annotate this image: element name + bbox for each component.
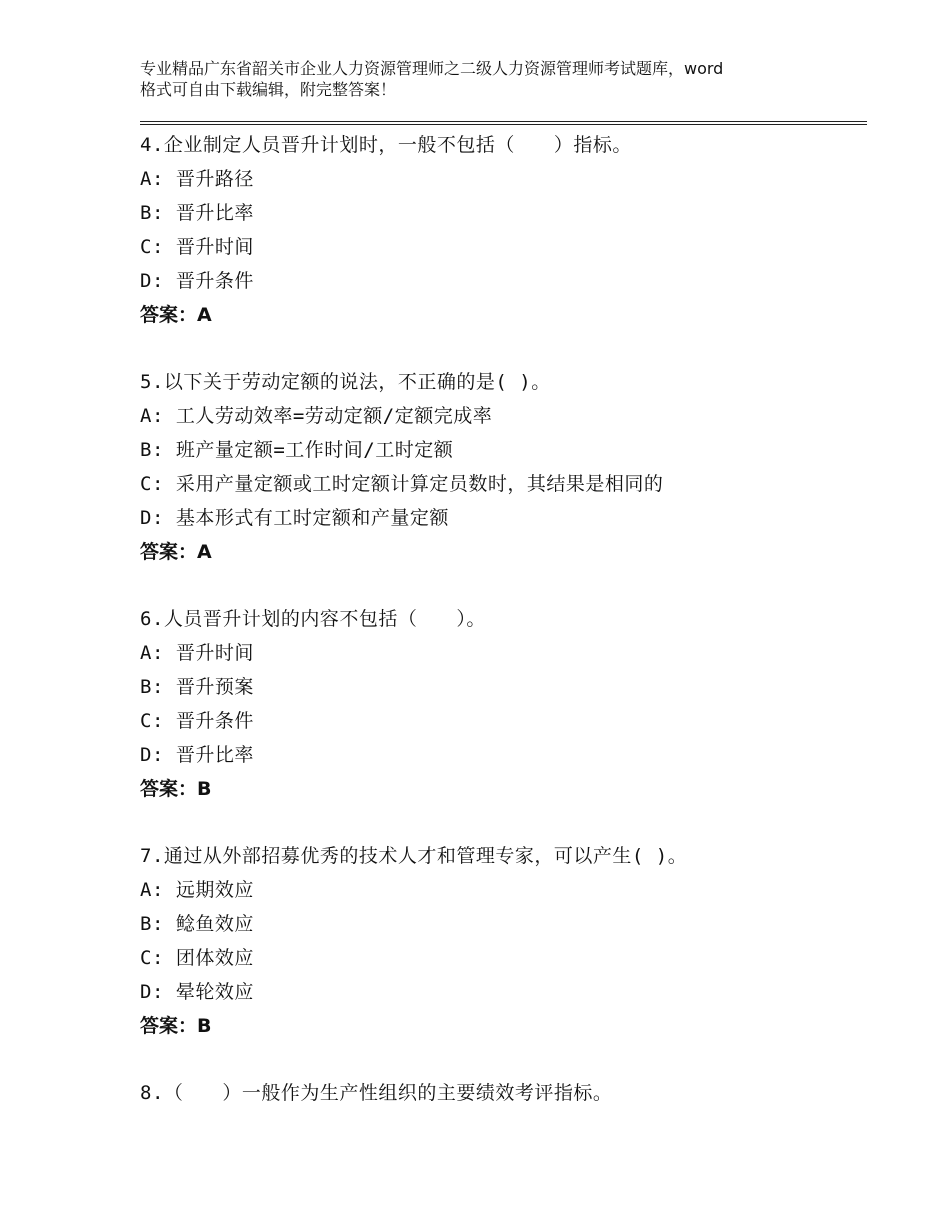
option-c: C: 团体效应 [140,947,254,969]
option-a: A: 远期效应 [140,879,254,901]
answer-text: 答案：A [140,304,212,326]
option-d: D: 晕轮效应 [140,981,254,1003]
question-8 [140,1076,867,1110]
header-line-1: 专业精品广东省韶关市企业人力资源管理师之二级人力资源管理师考试题库，word [140,59,724,78]
option-d: D: 晋升比率 [140,744,254,766]
answer-text: 答案：B [140,778,212,800]
option-b: B: 班产量定额=工作时间/工时定额 [140,439,454,461]
option-a: A: 工人劳动效率=劳动定额/定额完成率 [140,405,493,427]
question-text: 4.企业制定人员晋升计划时，一般不包括（ ）指标。 [140,134,632,156]
question-list [140,128,867,1143]
option-d: D: 晋升条件 [140,270,254,292]
option-b: B: 鲶鱼效应 [140,913,254,935]
question-5 [140,365,867,569]
question-text: 8.（ ）一般作为生产性组织的主要绩效考评指标。 [140,1082,613,1104]
option-b: B: 晋升比率 [140,202,254,224]
question-7 [140,839,867,1043]
question-text: 7.通过从外部招募优秀的技术人才和管理专家，可以产生( )。 [140,845,688,867]
header-divider-bottom [140,124,867,125]
option-a: A: 晋升时间 [140,642,254,664]
option-b: B: 晋升预案 [140,676,254,698]
option-c: C: 晋升条件 [140,710,254,732]
question-4 [140,128,867,332]
option-d: D: 基本形式有工时定额和产量定额 [140,507,449,529]
answer-text: 答案：B [140,1015,212,1037]
question-6 [140,602,867,806]
answer-text: 答案：A [140,541,212,563]
document-header [140,58,830,100]
option-a: A: 晋升路径 [140,168,254,190]
option-c: C: 晋升时间 [140,236,254,258]
question-text: 5.以下关于劳动定额的说法，不正确的是( )。 [140,371,551,393]
option-c: C: 采用产量定额或工时定额计算定员数时，其结果是相同的 [140,473,664,495]
header-divider-top [140,121,867,122]
header-line-2: 格式可自由下载编辑，附完整答案！ [140,80,397,99]
question-text: 6.人员晋升计划的内容不包括（ ）。 [140,608,486,630]
